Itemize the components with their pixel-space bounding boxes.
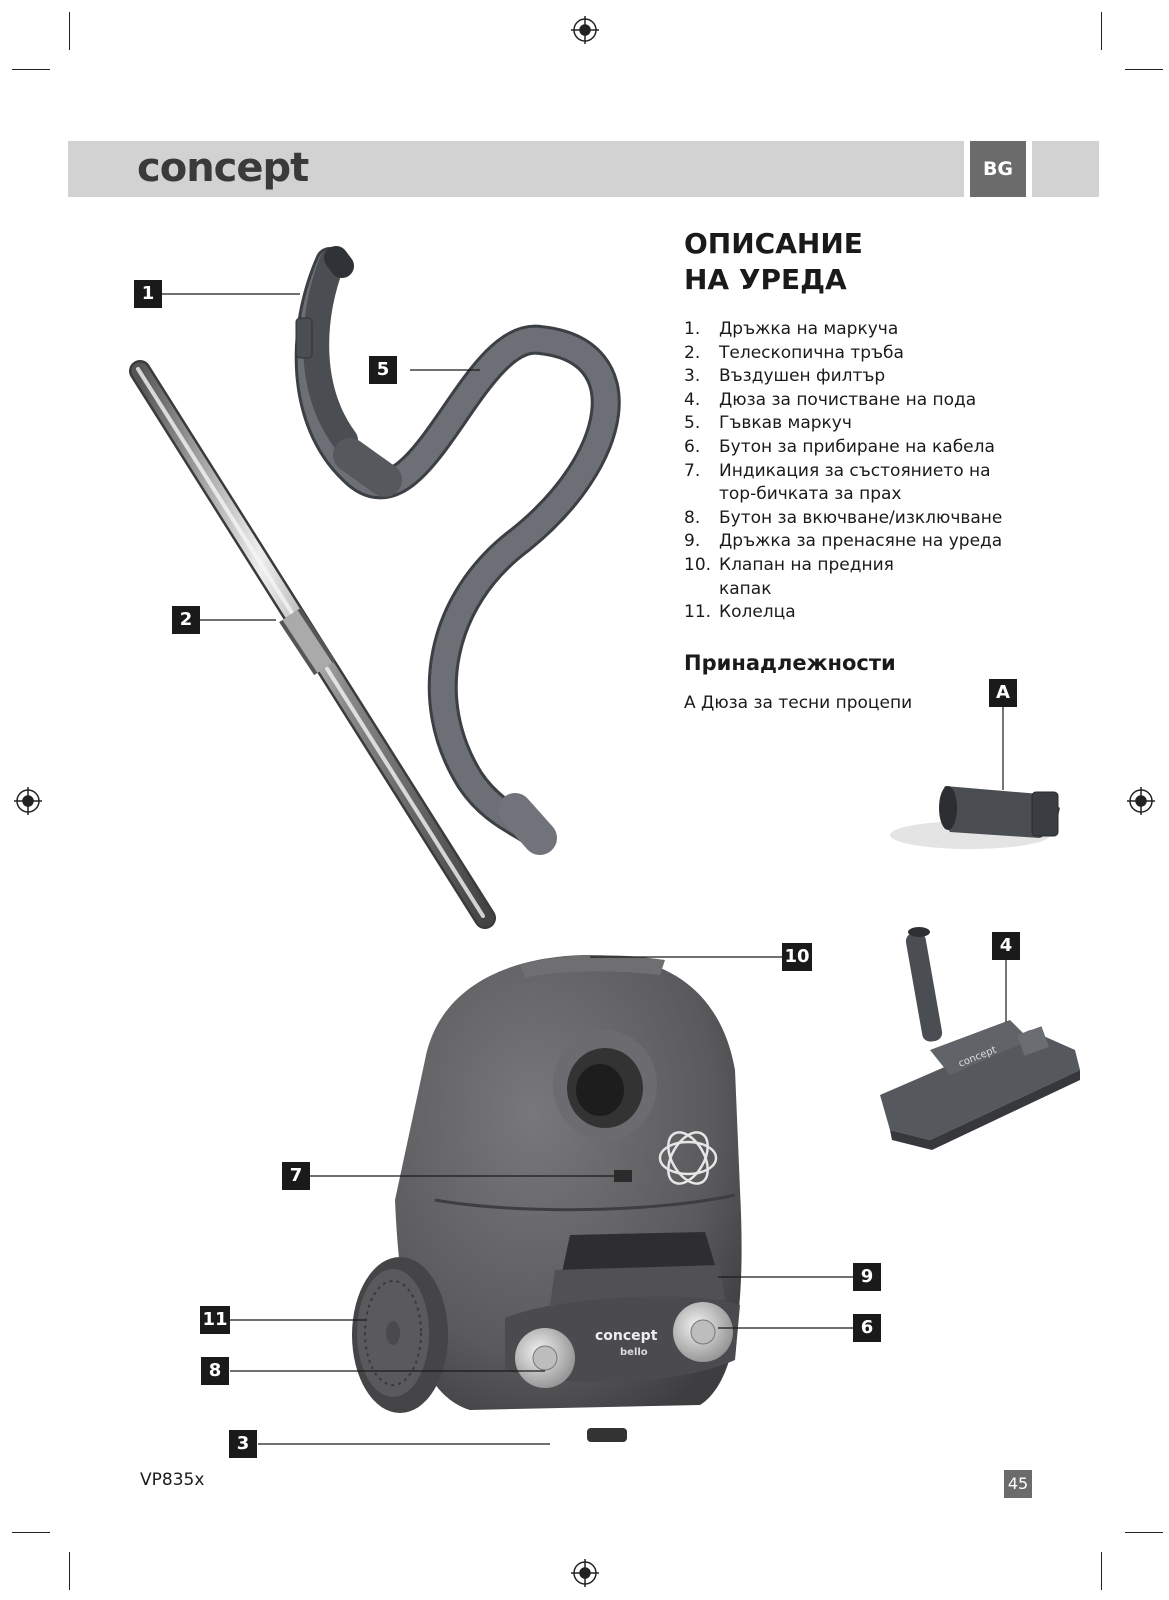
item-text: Индикация за състоянието на тор-бичката за прах (719, 460, 991, 505)
item-number: 3. (684, 366, 701, 387)
item-number: 1. (684, 319, 701, 339)
item-number: 5. (684, 413, 701, 434)
list-item (684, 342, 1029, 366)
callout-label-8: 8 (201, 1357, 229, 1385)
item-number: 9. (684, 531, 701, 552)
callout-label-2: 2 (172, 606, 200, 634)
item-text: Дюза за почистване на пода (719, 389, 977, 410)
header-spacer (1026, 141, 1032, 197)
item-number: 7. (684, 460, 701, 481)
list-item (684, 389, 1029, 413)
appliance-brand-label: concept (595, 1328, 658, 1344)
section-title-line: НА УРЕДА (684, 263, 847, 296)
callout-label-11: 11 (200, 1306, 230, 1334)
model-number: VP835x (140, 1470, 205, 1490)
callout-label-6: 6 (853, 1314, 881, 1342)
list-item (684, 554, 1029, 601)
registration-mark-icon (14, 787, 42, 815)
callout-label-1: 1 (134, 280, 162, 308)
section-title (684, 226, 863, 298)
list-item (684, 412, 1029, 436)
item-number: 8. (684, 507, 701, 528)
item-text: Дръжка на маркуча (719, 319, 899, 339)
callout-label-5: 5 (369, 356, 397, 384)
callout-label-4: 4 (992, 932, 1020, 960)
svg-text:concept: concept (957, 1044, 999, 1070)
item-number: 10. (684, 554, 712, 575)
item-text: Клапан на предния капак (719, 554, 894, 599)
item-number: 2. (684, 342, 701, 363)
floor-nozzle-illustration (880, 927, 1080, 1150)
item-number: 6. (684, 436, 701, 457)
section-title-line: ОПИСАНИЕ (684, 227, 863, 260)
item-text: Гъвкав маркуч (719, 413, 852, 434)
accessories-title: Принадлежности (684, 651, 896, 675)
registration-mark-icon (571, 16, 599, 44)
crevice-nozzle-illustration (890, 786, 1060, 849)
parts-list (684, 318, 1029, 625)
item-text: Бутон за вкючване/изключване (719, 507, 1003, 528)
accessory-item: A Дюза за тесни процепи (684, 693, 913, 713)
list-item (684, 530, 1029, 554)
list-item (684, 601, 1029, 625)
callout-label-a: A (989, 679, 1017, 707)
appliance-model-label: bello (620, 1347, 648, 1358)
item-text: Телескопична тръба (719, 342, 904, 363)
vacuum-body-illustration (352, 955, 742, 1442)
callout-label-10: 10 (782, 943, 812, 971)
language-badge: BG (970, 141, 1026, 197)
item-text: Колелца (719, 602, 796, 623)
item-text: Дръжка за пренасяне на уреда (719, 531, 1003, 552)
list-item (684, 507, 1029, 531)
list-item (684, 436, 1029, 460)
list-item (684, 365, 1029, 389)
registration-mark-icon (1127, 787, 1155, 815)
page-number: 45 (1004, 1470, 1032, 1498)
list-item (684, 318, 1029, 342)
item-number: 4. (684, 389, 701, 410)
item-number: 11. (684, 602, 712, 623)
item-text: Въздушен филтър (719, 366, 886, 387)
brand-logo: concept (137, 145, 309, 191)
callout-label-3: 3 (229, 1430, 257, 1458)
registration-mark-icon (571, 1559, 599, 1587)
flexible-hose-illustration (296, 258, 606, 838)
callout-label-7: 7 (282, 1162, 310, 1190)
item-text: Бутон за прибиране на кабела (719, 436, 995, 457)
callout-label-9: 9 (853, 1263, 881, 1291)
list-item (684, 460, 1029, 507)
